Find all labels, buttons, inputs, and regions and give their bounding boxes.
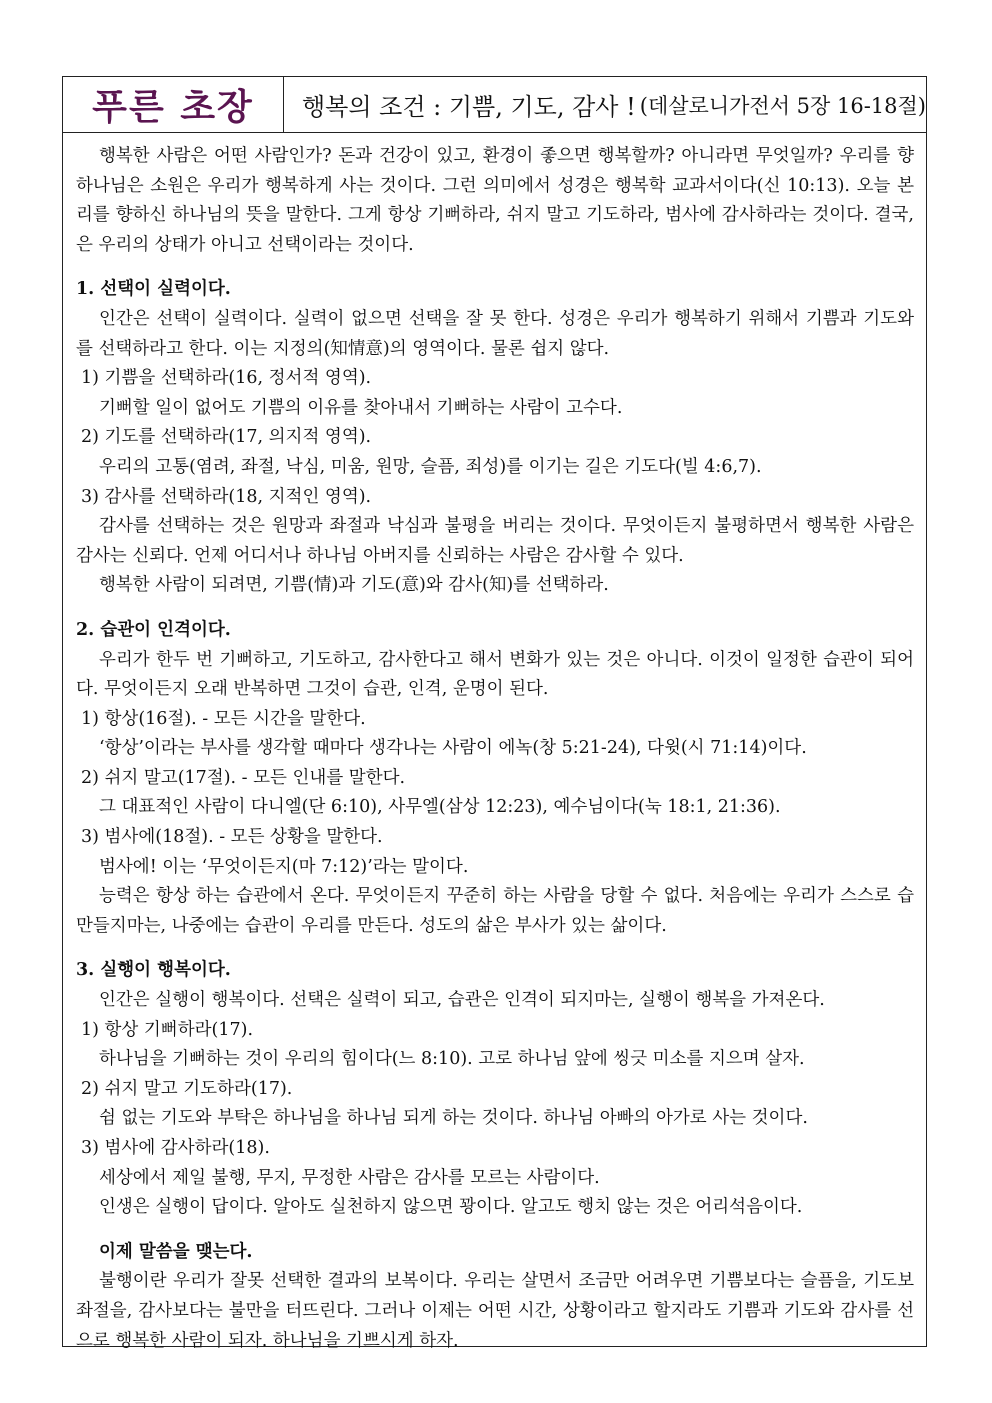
paragraph: [76, 453, 914, 483]
list-item: [76, 1075, 914, 1105]
text-line: 범사에! 이는 ‘무엇이든지(마 7:12)’라는 말이다.: [99, 856, 469, 877]
list-item: [76, 823, 914, 853]
text-line: 2) 쉬지 말고(17절). - 모든 인내를 말한다.: [81, 767, 406, 788]
brand-logo: 푸른 초장: [63, 77, 284, 132]
paragraph: [76, 882, 914, 941]
list-item: [76, 364, 914, 394]
text-line: 2) 기도를 선택하라(17, 의지적 영역).: [81, 427, 372, 448]
list-item: [76, 1134, 914, 1164]
text-line: 다. 무엇이든지 오래 반복하면 그것이 습관, 인격, 운명이 된다.: [76, 679, 549, 700]
paragraph: [76, 142, 914, 260]
text-line: 3) 감사를 선택하라(18, 지적인 영역).: [81, 486, 372, 507]
paragraph: [76, 1164, 914, 1194]
text-line: 2. 습관이 인격이다.: [76, 619, 231, 640]
text-line: 행복한 사람은 어떤 사람인가? 돈과 건강이 있고, 환경이 좋으면 행복할까? 아니라면 무엇일까? 우리를 향: [99, 146, 914, 166]
text-line: 1) 항상 기뻐하라(17).: [81, 1019, 254, 1040]
text-line: 우리가 한두 번 기뻐하고, 기도하고, 감사한다고 해서 변화가 있는 것은 아니다. 이것이 일정한 습관이 되어: [99, 649, 914, 670]
text-line: 인간은 선택이 실력이다. 실력이 없으면 선택을 잘 못 한다. 성경은 우리가 행복하기 위해서 기쁨과 기도와: [99, 308, 914, 329]
text-line: 감사는 신뢰다. 언제 어디서나 하나님 아버지를 신뢰하는 사람은 감사할 수 있다.: [76, 545, 684, 566]
paragraph: [76, 986, 914, 1016]
text-line: 좌절을, 감사보다는 불만을 터뜨린다. 그러나 이제는 어떤 시간, 상황이라고 할지라도 기쁨과 기도와 감사를 선: [76, 1300, 914, 1321]
text-line: 우리의 고통(염려, 좌절, 낙심, 미움, 원망, 슬픔, 죄성)를 이기는 길은 기도다(빌 4:6,7).: [99, 456, 762, 477]
list-item: [76, 705, 914, 735]
paragraph: [76, 394, 914, 424]
text-line: 3. 실행이 행복이다.: [76, 960, 231, 981]
text-line: 2) 쉬지 말고 기도하라(17).: [81, 1078, 293, 1099]
paragraph: [76, 646, 914, 705]
paragraph: [76, 1193, 914, 1223]
text-line: 으로 행복한 사람이 되자. 하나님을 기쁘시게 하자.: [76, 1330, 459, 1351]
page-title: [284, 77, 926, 132]
text-line: 하나님을 기뻐하는 것이 우리의 힘이다(느 8:10). 고로 하나님 앞에 씽긋 미소를 지으며 살자.: [99, 1049, 805, 1070]
text-line: 1. 선택이 실력이다.: [76, 279, 231, 300]
list-item: [76, 764, 914, 794]
text-line: 불행이란 우리가 잘못 선택한 결과의 보복이다. 우리는 살면서 조금만 어려우면 기쁨보다는 슬픔을, 기도보: [99, 1271, 914, 1292]
text-line: 3) 범사에 감사하라(18).: [81, 1138, 270, 1158]
text-line: 인간은 실행이 행복이다. 선택은 실력이 되고, 습관은 인격이 되지마는, 실행이 행복을 가져온다.: [99, 990, 825, 1011]
section-heading: [76, 275, 914, 305]
text-line: 하나님은 소원은 우리가 행복하게 사는 것이다. 그런 의미에서 성경은 행복학 교과서이다(신 10:13). 오늘 본: [76, 175, 914, 196]
text-line: 1) 기쁨을 선택하라(16, 정서적 영역).: [81, 368, 372, 389]
sermon-box: [62, 76, 927, 1351]
title-text: 행복의 조건 : 기쁨, 기도, 감사 !: [301, 93, 636, 121]
text-line: 인생은 실행이 답이다. 알아도 실천하지 않으면 꽝이다. 알고도 행치 않는 것은 어리석음이다.: [99, 1197, 803, 1218]
list-item: [76, 483, 914, 513]
text-line: 를 선택하라고 한다. 이는 지정의(知情意)의 영역이다. 물론 쉽지 않다.: [76, 338, 610, 359]
text-line: 리를 향하신 하나님의 뜻을 말한다. 그게 항상 기뻐하라, 쉬지 말고 기도하라, 범사에 감사하라는 것이다. 결국,: [76, 205, 914, 226]
section-heading: [76, 956, 914, 986]
body-content: [63, 133, 926, 1356]
text-line: 감사를 선택하는 것은 원망과 좌절과 낙심과 불평을 버리는 것이다. 무엇이든지 불평하면서 행복한 사람은: [99, 516, 914, 537]
paragraph: [76, 1045, 914, 1075]
text-line: 3) 범사에(18절). - 모든 상황을 말한다.: [81, 827, 383, 848]
text-line: 1) 항상(16절). - 모든 시간을 말한다.: [81, 708, 366, 729]
header-row: [63, 77, 926, 133]
text-line: 은 우리의 상태가 아니고 선택이라는 것이다.: [76, 234, 414, 255]
text-line: 행복한 사람이 되려면, 기쁨(情)과 기도(意)와 감사(知)를 선택하라.: [99, 575, 609, 596]
paragraph: [76, 853, 914, 883]
text-line: 그 대표적인 사람이 다니엘(단 6:10), 사무엘(삼상 12:23), 예수님이다(눅 18:1, 21:36).: [99, 797, 781, 818]
paragraph: [76, 571, 914, 601]
text-line: 쉼 없는 기도와 부탁은 하나님을 하나님 되게 하는 것이다. 하나님 아빠의 아가로 사는 것이다.: [99, 1108, 808, 1129]
paragraph: [76, 512, 914, 571]
text-line: 능력은 항상 하는 습관에서 온다. 무엇이든지 꾸준히 하는 사람을 당할 수 없다. 처음에는 우리가 스스로 습: [99, 886, 914, 907]
text-line: 세상에서 제일 불행, 무지, 무정한 사람은 감사를 모르는 사람이다.: [99, 1167, 600, 1188]
paragraph: [76, 1104, 914, 1134]
text-line: 이제 말씀을 맺는다.: [99, 1241, 253, 1262]
list-item: [76, 1016, 914, 1046]
paragraph: [76, 793, 914, 823]
text-line: 만들지마는, 나중에는 습관이 우리를 만든다. 성도의 삶은 부사가 있는 삶이다.: [76, 915, 667, 936]
text-line: ‘항상’이라는 부사를 생각할 때마다 생각나는 사람이 에녹(창 5:21-24), 다윗(시 71:14)이다.: [99, 738, 807, 759]
list-item: [76, 423, 914, 453]
paragraph: [76, 1267, 914, 1356]
scripture-reference: (데살로니가전서 5장 16-18절): [639, 93, 926, 118]
paragraph: [76, 734, 914, 764]
paragraph: [76, 305, 914, 364]
section-heading: [76, 616, 914, 646]
text-line: 기뻐할 일이 없어도 기쁨의 이유를 찾아내서 기뻐하는 사람이 고수다.: [99, 397, 623, 418]
closing-heading: [76, 1238, 914, 1268]
